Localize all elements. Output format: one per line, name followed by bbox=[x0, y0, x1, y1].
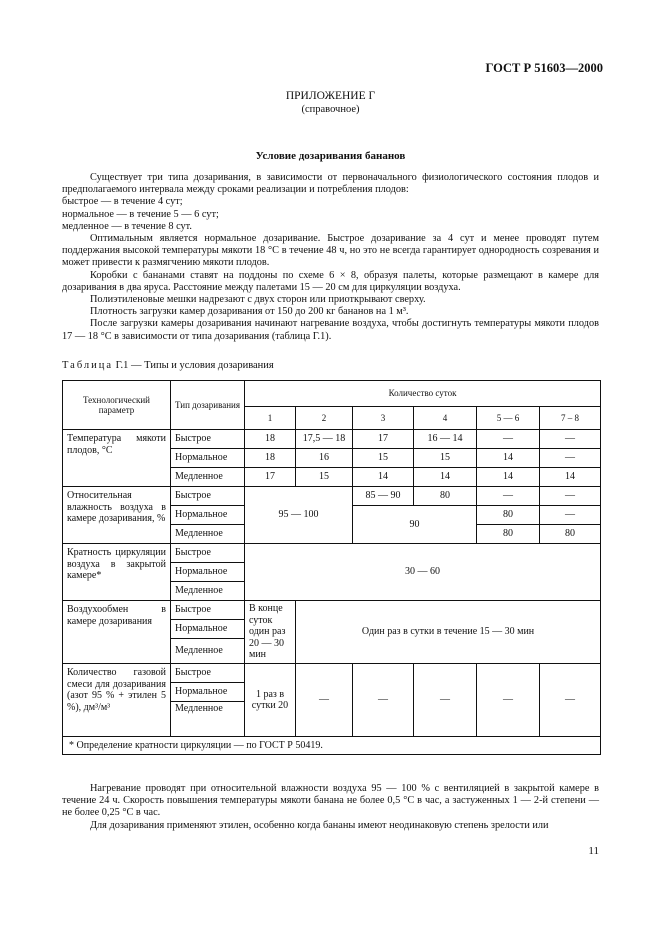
appendix-heading bbox=[0, 90, 661, 116]
table-footnote-row bbox=[63, 737, 601, 755]
table-row bbox=[63, 487, 601, 506]
type-fast: Быстрое bbox=[171, 487, 245, 506]
paragraph: Для дозаривания применяют этилен, особенно когда бананы имеют неодинаковую степень зрелости или bbox=[90, 819, 549, 831]
type-slow: Медленное bbox=[171, 639, 245, 664]
param-exchange: Воздухообмен в камере дозаривания bbox=[63, 601, 171, 664]
table-caption bbox=[62, 360, 274, 372]
type-normal: Нормальное bbox=[171, 683, 245, 702]
header-type: Тип дозаривания bbox=[171, 381, 245, 430]
table-cell: 16 bbox=[296, 449, 353, 468]
header-day: 3 bbox=[353, 406, 414, 429]
ripening-table bbox=[62, 380, 601, 755]
type-slow: Медленное bbox=[171, 582, 245, 601]
type-normal: Нормальное bbox=[171, 449, 245, 468]
table-cell: 80 bbox=[477, 506, 540, 525]
table-cell: 14 bbox=[540, 468, 601, 487]
paragraph: Плотность загрузки камер дозаривания от 150 до 200 кг бананов на 1 м³. bbox=[90, 306, 409, 318]
table-cell: В конце суток один раз 20 — 30 мин bbox=[245, 601, 296, 664]
table-cell: 80 bbox=[414, 487, 477, 506]
type-normal: Нормальное bbox=[171, 563, 245, 582]
table-cell: 1 раз в сутки 20 bbox=[245, 664, 296, 737]
table-caption-prefix: Таблица bbox=[62, 360, 114, 371]
table-cell: — bbox=[540, 487, 601, 506]
paragraph: Полиэтиленовые мешки надрезают с двух сторон или приоткрывают сверху. bbox=[90, 294, 426, 306]
page-number: 11 bbox=[588, 845, 599, 857]
table-cell: 18 bbox=[245, 430, 296, 449]
type-slow: Медленное bbox=[171, 525, 245, 544]
paragraph: Нагревание проводят при относительной влажности воздуха 95 — 100 % с вентиляцией в закрытой камере в течение 24 ч. Скорость повышения температуры мякоти банана не более 0,5 °С в час, а застуженных 1 — 2-й степени — не более 0,25 °С в час. bbox=[62, 783, 599, 819]
table-row bbox=[63, 601, 601, 620]
param-humidity: Относительная влажность воздуха в камере дозаривания, % bbox=[63, 487, 171, 544]
table-cell: 15 bbox=[296, 468, 353, 487]
table-cell: 17 bbox=[353, 430, 414, 449]
paragraph: медленное — в течение 8 сут. bbox=[62, 220, 192, 232]
table-cell: — bbox=[477, 487, 540, 506]
type-normal: Нормальное bbox=[171, 620, 245, 639]
header-day: 4 bbox=[414, 406, 477, 429]
table-cell: 90 bbox=[353, 506, 477, 544]
table-cell: — bbox=[540, 449, 601, 468]
table-cell: — bbox=[296, 664, 353, 737]
header-param: Технологический параметр bbox=[63, 381, 171, 430]
table-cell: 14 bbox=[477, 468, 540, 487]
appendix-subtitle: (справочное) bbox=[301, 104, 360, 115]
param-circulation: Кратность циркуляции воздуха в закрытой камере* bbox=[63, 544, 171, 601]
closing-text bbox=[62, 783, 599, 832]
table-row bbox=[63, 544, 601, 563]
table-cell: — bbox=[477, 430, 540, 449]
table-cell: — bbox=[414, 664, 477, 737]
table-cell: 15 bbox=[414, 449, 477, 468]
header-day: 7 – 8 bbox=[540, 406, 601, 429]
table-cell: 95 — 100 bbox=[245, 487, 353, 544]
table-cell: 14 bbox=[353, 468, 414, 487]
table-cell: 85 — 90 bbox=[353, 487, 414, 506]
paragraph: Коробки с бананами ставят на поддоны по схеме 6 × 8, образуя палеты, которые размещают в камере для дозаривания в два яруса. Расстояние между палетами 15 — 20 см для циркуляции воздуха. bbox=[62, 269, 599, 293]
type-fast: Быстрое bbox=[171, 430, 245, 449]
param-gas: Количество газовой смеси для дозаривания (азот 95 % + этилен 5 %), дм³/м³ bbox=[63, 664, 171, 737]
table-cell: — bbox=[540, 664, 601, 737]
table-cell: 16 — 14 bbox=[414, 430, 477, 449]
intro-text bbox=[62, 172, 599, 343]
table-cell: 30 — 60 bbox=[245, 544, 601, 601]
paragraph: После загрузки камеры дозаривания начинают нагревание воздуха, чтобы достигнуть температуры мякоти плодов 17 — 18 °С в зависимости от типа дозаривания (таблица Г.1). bbox=[62, 318, 599, 342]
header-day: 2 bbox=[296, 406, 353, 429]
table-cell: — bbox=[477, 664, 540, 737]
paragraph: быстрое — в течение 4 сут; bbox=[62, 196, 183, 208]
param-temperature: Температура мякоти плодов, °С bbox=[63, 430, 171, 487]
table-footnote: * Определение кратности циркуляции — по ГОСТ Р 50419. bbox=[63, 737, 601, 755]
paragraph: нормальное — в течение 5 — 6 сут; bbox=[62, 208, 219, 220]
section-title: Условие дозаривания бананов bbox=[255, 150, 406, 162]
table-cell: 80 bbox=[540, 525, 601, 544]
header-day: 5 — 6 bbox=[477, 406, 540, 429]
table-cell: — bbox=[353, 664, 414, 737]
table-cell: 17,5 — 18 bbox=[296, 430, 353, 449]
table-cell: — bbox=[540, 430, 601, 449]
table-cell: Один раз в сутки в течение 15 — 30 мин bbox=[296, 601, 601, 664]
type-normal: Нормальное bbox=[171, 506, 245, 525]
type-slow: Медленное bbox=[171, 468, 245, 487]
paragraph: Существует три типа дозаривания, в зависимости от первоначального физиологического состояния плодов и предполагаемого интервала между сроками реализации и потребления плодов: bbox=[62, 172, 599, 196]
type-fast: Быстрое bbox=[171, 601, 245, 620]
table-row bbox=[63, 430, 601, 449]
table-cell: 14 bbox=[477, 449, 540, 468]
table-cell: 17 bbox=[245, 468, 296, 487]
table-cell: 14 bbox=[414, 468, 477, 487]
type-fast: Быстрое bbox=[171, 664, 245, 683]
header-day: 1 bbox=[245, 406, 296, 429]
appendix-title: ПРИЛОЖЕНИЕ Г bbox=[285, 90, 376, 102]
table-header-row bbox=[63, 381, 601, 407]
table-cell: 80 bbox=[477, 525, 540, 544]
standard-header: ГОСТ Р 51603—2000 bbox=[485, 61, 603, 75]
type-fast: Быстрое bbox=[171, 544, 245, 563]
paragraph: Оптимальным является нормальное дозаривание. Быстрое дозаривание за 4 сут и менее проводят путем поддержания высокой температуры мякоти 18 °С в течение 48 ч, но это не всегда гарантирует однородность созревания и может привести к размягчению мякоти плодов. bbox=[62, 233, 599, 269]
table-caption-text: Г.1 — Типы и условия дозаривания bbox=[115, 360, 274, 371]
table-row bbox=[63, 664, 601, 683]
table-cell: 15 bbox=[353, 449, 414, 468]
header-days: Количество суток bbox=[245, 381, 601, 407]
table-cell: — bbox=[540, 506, 601, 525]
type-slow: Медленное bbox=[171, 702, 245, 737]
table-cell: 18 bbox=[245, 449, 296, 468]
